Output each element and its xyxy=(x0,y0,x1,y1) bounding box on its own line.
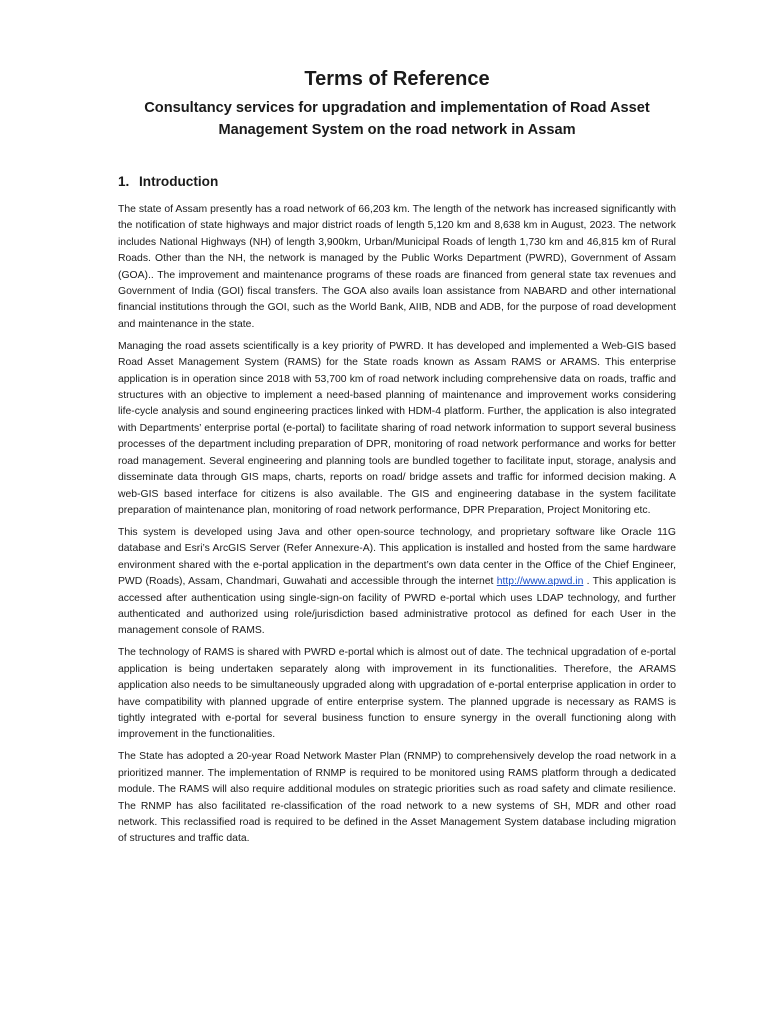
paragraph-road-network: The state of Assam presently has a road network of 66,203 km. The length of the network has increased significantly with the notification of state highways and major district roads of length 5,120 km and 8,638 km in August, 2023. The network includes National Highways (NH) of length 3,900km, Urban/Municipal Roads of length 1,730 km and 46,815 km of Rural Roads. Other than the NH, the network is managed by the Public Works Department (PWRD), Government of Assam (GOA).. The improvement and maintenance programs of these roads are financed from general state tax revenues and Government of India (GOI) fiscal transfers. The GOA also avails loan assistance from NABARD and other international financial institutions through the GOI, such as the World Bank, AIIB, NDB and ADB, for the purpose of road development and maintenance in the state. xyxy=(118,204,676,330)
paragraph-technology-text-start: This system is developed using Java and other open-source technology, and proprietary software like Oracle 11G database and Esri’s ArcGIS Server (Refer Annexure-A). This application is installed and hosted from the same hardware environment shared with the e-portal application in the department’s own data center in the Office of the Chief Engineer, PWD (Roads), Assam, Chandmari, Guwahati and accessible through the internet xyxy=(118,526,676,588)
document-subtitle: Consultancy services for upgradation and implementation of Road Asset Management System on the road network in Assam xyxy=(144,100,650,138)
paragraph-rnmp: The State has adopted a 20-year Road Network Master Plan (RNMP) to comprehensively develop the road network in a prioritized manner. The implementation of RNMP is required to be monitored using RAMS platform through a dedicated module. The RAMS will also require additional modules on strategic priorities such as road safety and climate resilience. The RNMP has also facilitated re-classification of the road network to a new systems of SH, MDR and other road network. This reclassified road is required to be defined in the Asset Management System database including migration of structures and traffic data. xyxy=(118,751,676,845)
document-page xyxy=(118,66,676,853)
apwd-website-link[interactable]: http://www.apwd.in xyxy=(496,576,584,588)
paragraph-upgradation: The technology of RAMS is shared with PWRD e-portal which is almost out of date. The technical upgradation of e-portal application is being undertaken separately along with improvement in its functionalities. Therefore, the ARAMS application also needs to be simultaneously upgraded along with upgradation of e-portal enterprise application in order to have compatibility with planned upgrade of entire enterprise system. The planned upgrade is necessary as RAMS is tightly integrated with e-portal for several business function to ensure synergy in the overall functioning along with improvement in the functionalities. xyxy=(118,647,676,741)
section-number: 1. xyxy=(118,174,130,189)
section-heading xyxy=(118,173,676,191)
paragraph-technology-text-end: . This application is accessed after authentication using single-sign-on facility of PWRD e-portal which uses LDAP technology, and further authenticated and authorized using role/jurisdiction based administrative protocol as defined for each User in the management console of RAMS. xyxy=(118,576,676,637)
document-title: Terms of Reference xyxy=(304,68,490,90)
paragraph-rams-overview: Managing the road assets scientifically is a key priority of PWRD. It has developed and implemented a Web-GIS based Road Asset Management System (RAMS) for the State roads known as Assam RAMS or ARAMS. This enterprise application is in operation since 2018 with 53,700 km of road network including comprehensive data on roads, traffic and structures with an objective to implement a need-based planning of maintenance and improvement works considering life-cycle analysis and sound engineering practices linked with HDM-4 platform. Further, the application is also integrated with Departments’ enterprise portal (e-portal) to facilitate sharing of road network information to support several business processes of the department including preparation of DPR, monitoring of road network performance and works for better road management. Several engineering and planning tools are bundled together to facilitate input, storage, analysis and disseminate data through GIS maps, charts, reports on road/ bridge assets and traffic for informed decision making. A web-GIS based interface for citizens is also available. The GIS and engineering database in the system facilitate preparation of maintenance plan, monitoring of road network performance, DPR Preparation, Project Monitoring etc. xyxy=(118,340,676,516)
section-title: Introduction xyxy=(139,174,219,189)
paragraph-technology xyxy=(118,525,676,640)
